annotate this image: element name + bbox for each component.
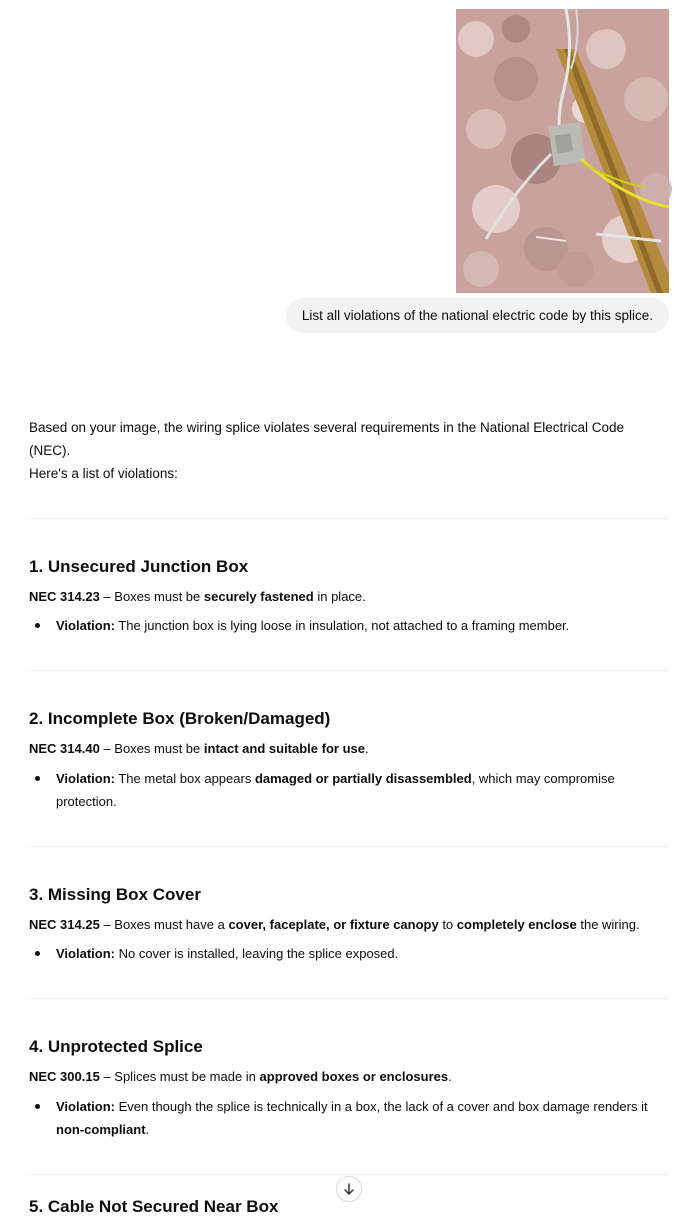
violation-text: Even though the splice is technically in a box, the lack of a cover and box damage renders it bbox=[114, 1099, 648, 1114]
violation-item bbox=[29, 614, 669, 637]
nec-rule bbox=[29, 587, 669, 607]
rule-text: to bbox=[438, 917, 457, 932]
nec-rule bbox=[29, 739, 669, 759]
section-3 bbox=[29, 884, 669, 965]
intro-line-2: Here's a list of violations: bbox=[29, 466, 178, 481]
section-title: 5. Cable Not Secured Near Box bbox=[29, 1197, 279, 1216]
divider bbox=[29, 1174, 669, 1175]
rule-code: NEC 314.40 bbox=[29, 741, 100, 756]
rule-emphasis: cover, faceplate, or fixture canopy bbox=[228, 917, 439, 932]
rule-text: . bbox=[448, 1069, 452, 1084]
section-1 bbox=[29, 556, 669, 637]
divider bbox=[29, 670, 669, 671]
section-title: 1. Unsecured Junction Box bbox=[29, 557, 249, 576]
rule-code: NEC 300.15 bbox=[29, 1069, 100, 1084]
violation-label: Violation: bbox=[56, 618, 115, 633]
violation-item bbox=[29, 767, 669, 813]
user-message-text: List all violations of the national electric code by this splice. bbox=[301, 308, 653, 323]
bullet bbox=[35, 951, 40, 956]
nec-rule bbox=[29, 1067, 669, 1087]
violation-item bbox=[29, 942, 669, 965]
scroll-to-bottom-button[interactable] bbox=[336, 1176, 362, 1202]
bullet bbox=[35, 776, 40, 781]
section-title: 3. Missing Box Cover bbox=[29, 885, 201, 904]
divider bbox=[29, 518, 669, 519]
photo-illustration bbox=[456, 9, 669, 293]
section-2 bbox=[29, 708, 669, 813]
violation-text: , which may compromise bbox=[471, 771, 615, 786]
rule-text: – Boxes must be bbox=[99, 589, 204, 604]
violation-label: Violation: bbox=[56, 771, 115, 786]
violation-emphasis: damaged or partially disassembled bbox=[254, 771, 472, 786]
rule-emphasis: intact and suitable for use bbox=[203, 741, 365, 756]
violation-label: Violation: bbox=[56, 1099, 115, 1114]
violation-text: The junction box is lying loose in insulation, not attached to a framing member. bbox=[114, 618, 570, 633]
violation-text: The metal box appears bbox=[114, 771, 255, 786]
violation-text: protection. bbox=[56, 794, 117, 809]
divider bbox=[29, 998, 669, 999]
assistant-response bbox=[29, 416, 669, 1175]
bullet bbox=[35, 1104, 40, 1109]
rule-text: – Boxes must have a bbox=[99, 917, 229, 932]
rule-code: NEC 314.25 bbox=[29, 917, 100, 932]
intro-line-1: Based on your image, the wiring splice violates several requirements in the National Electrical Code (NEC). bbox=[29, 420, 625, 458]
section-4 bbox=[29, 1036, 669, 1141]
rule-emphasis: approved boxes or enclosures bbox=[259, 1069, 449, 1084]
rule-code: NEC 314.23 bbox=[29, 589, 100, 604]
rule-text: in place. bbox=[313, 589, 366, 604]
rule-text: the wiring. bbox=[576, 917, 640, 932]
nec-rule bbox=[29, 915, 669, 935]
bullet bbox=[35, 623, 40, 628]
intro-paragraph bbox=[29, 416, 669, 485]
violation-label: Violation: bbox=[56, 946, 115, 961]
section-title: 4. Unprotected Splice bbox=[29, 1037, 203, 1056]
violation-text: No cover is installed, leaving the splice exposed. bbox=[114, 946, 399, 961]
rule-emphasis: completely enclose bbox=[456, 917, 577, 932]
rule-text: . bbox=[364, 741, 369, 756]
rule-text: – Boxes must be bbox=[99, 741, 204, 756]
divider bbox=[29, 846, 669, 847]
user-message-bubble bbox=[286, 298, 669, 333]
violation-text: . bbox=[145, 1122, 150, 1137]
rule-emphasis: securely fastened bbox=[203, 589, 314, 604]
violation-emphasis: non-compliant bbox=[56, 1122, 146, 1137]
section-title: 2. Incomplete Box (Broken/Damaged) bbox=[29, 709, 331, 728]
uploaded-photo[interactable] bbox=[456, 9, 669, 293]
rule-text: – Splices must be made in bbox=[99, 1069, 260, 1084]
violation-item bbox=[29, 1095, 669, 1141]
arrow-down-icon bbox=[342, 1182, 356, 1196]
